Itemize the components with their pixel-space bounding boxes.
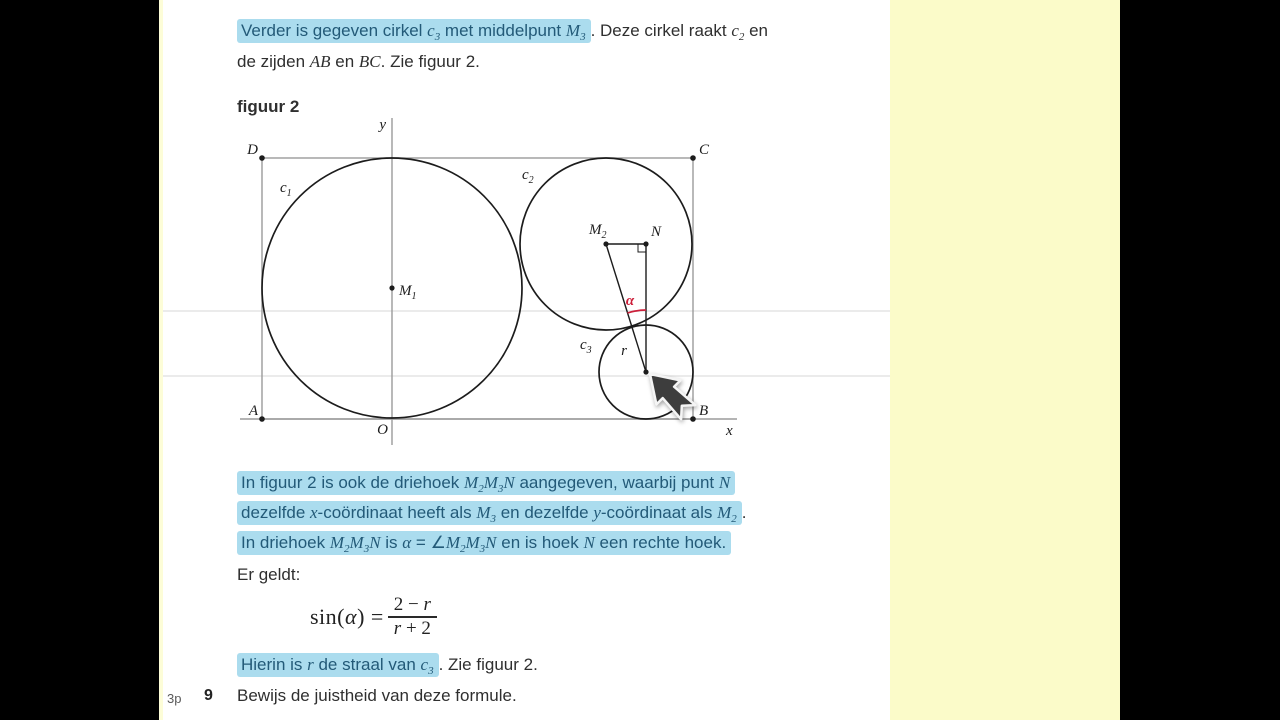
corner-b-label: B [699, 403, 709, 419]
document-page [159, 0, 1120, 720]
paragraph-line-1 [237, 471, 735, 495]
task-text: Bewijs de juistheid van deze formule. [237, 686, 517, 705]
corner-d-label: D [247, 142, 258, 158]
highlight-intro: Verder is gegeven cirkel $c_3$ met middelpunt $M_3$ [237, 19, 591, 43]
corner-c-label: C [699, 142, 710, 158]
paragraph-line-3 [237, 531, 731, 555]
fraction-numerator: 2 − r [393, 594, 431, 615]
point-m3 [643, 369, 648, 374]
right-yellow-panel [890, 0, 1120, 720]
alpha-label: α [625, 293, 635, 309]
paragraph-line-2-tail: . [741, 503, 747, 522]
closing-line-rest: . Zie figuur 2. [438, 655, 538, 674]
fraction-denominator: r + 2 [393, 618, 431, 639]
x-axis-label: x [726, 423, 733, 439]
formula-lhs: sin(α) = [310, 604, 384, 629]
rectangle-abcd [262, 158, 693, 419]
intro-line-2: de zijden AB en BC. Zie figuur 2. [237, 52, 480, 71]
y-axis-label: y [379, 117, 386, 133]
m1-label: $M_1$ [399, 283, 417, 302]
closing-line [237, 653, 538, 677]
highlight-paragraph-3: In driehoek $M_2M_3N$ is $\alpha = \angle M_2M_3N$ en is hoek N een rechte hoek. [237, 531, 731, 555]
c3-label: $c_3$ [580, 337, 592, 356]
highlight-paragraph-2: dezelfde x-coördinaat heeft als $M_3$ en dezelfde y-coördinaat als $M_2$ [237, 501, 742, 525]
m2-label: $M_2$ [589, 222, 607, 241]
intro-line-1-rest: . Deze cirkel raakt $c_2$ en [590, 21, 769, 43]
point-m2 [603, 241, 608, 246]
corner-a-label: A [248, 403, 258, 419]
paragraph-line-2 [237, 501, 747, 525]
paragraph-line-4: Er geldt: [237, 565, 301, 584]
point-d [259, 155, 265, 161]
highlight-closing: Hierin is r de straal van $c_3$ [237, 653, 439, 677]
point-a [259, 416, 265, 422]
c2-label: $c_2$ [522, 167, 534, 186]
origin-label: O [377, 422, 388, 438]
r-label: r [621, 343, 627, 359]
fraction [388, 594, 437, 640]
point-n [643, 241, 648, 246]
c1-label: $c_1$ [280, 180, 292, 199]
task-number: 9 [204, 687, 213, 704]
task-points: 3p [167, 691, 182, 706]
mouse-cursor-icon [650, 374, 695, 419]
alpha-angle-arc [628, 310, 647, 313]
formula-sin-alpha [310, 594, 437, 646]
figure-caption: figuur 2 [237, 97, 300, 116]
point-c [690, 155, 696, 161]
n-label: N [651, 224, 662, 240]
highlight-paragraph-1: In figuur 2 is ook de driehoek $M_2M_3N$ aangegeven, waarbij punt N [237, 471, 735, 495]
point-b [690, 416, 696, 422]
intro-line-1 [237, 19, 768, 43]
point-m1 [389, 285, 394, 290]
left-yellow-sliver [159, 0, 163, 720]
figure-2-diagram [220, 112, 760, 452]
